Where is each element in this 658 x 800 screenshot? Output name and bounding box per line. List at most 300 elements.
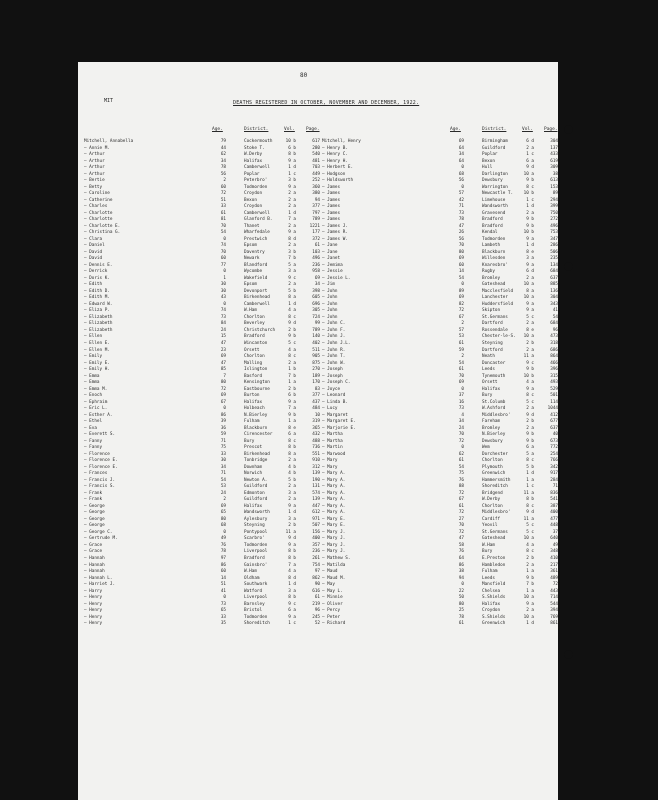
entry-vol: 6 b bbox=[288, 145, 296, 151]
entry-page: 61 bbox=[314, 595, 320, 601]
entry-page: 507 bbox=[312, 523, 320, 529]
entry-page: 789 bbox=[312, 327, 320, 333]
entry-name: — Mary A. bbox=[322, 510, 346, 516]
entry-district: Steyning bbox=[244, 523, 265, 529]
entry-page: 766 bbox=[550, 458, 558, 464]
entry-name: — Edward W. bbox=[84, 301, 113, 307]
entry-vol: 5 c bbox=[526, 314, 534, 320]
entry-district: Islington bbox=[244, 367, 268, 373]
entry-vol: 6 a bbox=[288, 608, 296, 614]
entry-district: Wakefield bbox=[244, 275, 268, 281]
entry-district: Cirencester bbox=[244, 432, 273, 438]
entry-page: 402 bbox=[312, 340, 320, 346]
entry-age: 86 bbox=[220, 562, 226, 568]
entry-district: Malling bbox=[244, 360, 263, 366]
entry-page: 684 bbox=[550, 269, 558, 275]
entry-name: — Emily H. bbox=[84, 367, 110, 373]
entry-page: 686 bbox=[550, 347, 558, 353]
entry-district: Stoke T. bbox=[244, 145, 265, 151]
entry-district: Hull bbox=[482, 165, 493, 171]
entry-vol: 10 a bbox=[523, 614, 534, 620]
entry-vol: 8 e bbox=[288, 425, 296, 431]
entry-district: Watford bbox=[244, 588, 263, 594]
entry-name: — Percy bbox=[322, 608, 341, 614]
entry-page: 769 bbox=[550, 614, 558, 620]
entry-district: Wycombe bbox=[244, 269, 263, 275]
entry-age: 56 bbox=[458, 178, 464, 184]
entry-name: — Janet bbox=[322, 256, 341, 262]
entry-district: Halifax bbox=[482, 386, 501, 392]
entry-name: — Ellen M. bbox=[84, 347, 110, 353]
page-header: Page. bbox=[544, 127, 558, 132]
entry-district: Dorchester bbox=[482, 451, 508, 457]
entry-district: Barnsley bbox=[244, 601, 265, 607]
entry-name: — Jane bbox=[322, 243, 338, 249]
entry-district: Newton A. bbox=[244, 477, 268, 483]
entry-district: Pontypool bbox=[244, 529, 268, 535]
entry-district: Leeds bbox=[482, 575, 495, 581]
entry-page: 52 bbox=[314, 621, 320, 627]
entry-page: 551 bbox=[312, 451, 320, 457]
entry-page: 136 bbox=[550, 288, 558, 294]
entry-age: 54 bbox=[220, 230, 226, 236]
district-header: District. bbox=[482, 127, 507, 132]
entry-name: — Richard bbox=[322, 621, 346, 627]
entry-vol: 3 a bbox=[526, 256, 534, 262]
entry-district: Kendal bbox=[482, 230, 498, 236]
entry-age: 34 bbox=[458, 419, 464, 425]
entry-district: Blackburn bbox=[244, 425, 268, 431]
entry-vol: 2 a bbox=[526, 210, 534, 216]
entry-district: Limehouse bbox=[482, 197, 506, 203]
entry-page: 103 bbox=[312, 249, 320, 255]
entry-name: — Martha bbox=[322, 438, 343, 444]
entry-district: W.Derby bbox=[244, 152, 263, 158]
entry-vol: 9 b bbox=[526, 575, 534, 581]
entry-page: 506 bbox=[550, 249, 558, 255]
entry-age: 4 bbox=[461, 412, 464, 418]
entry-vol: 5 a bbox=[526, 451, 534, 457]
entry-name: — Marwood bbox=[322, 451, 346, 457]
entry-vol: 2 b bbox=[288, 523, 296, 529]
entry-vol: 1 c bbox=[526, 152, 534, 158]
entry-name: — Emma bbox=[84, 373, 100, 379]
entry-vol: 1 c bbox=[526, 484, 534, 490]
entry-vol: 10 b bbox=[285, 139, 296, 144]
entry-name: — Everett S. bbox=[84, 432, 116, 438]
entry-age: 78 bbox=[458, 217, 464, 223]
page-header: Page. bbox=[306, 127, 320, 132]
entry-page: 511 bbox=[312, 347, 320, 353]
entry-name: — Emily E. bbox=[84, 360, 110, 366]
entry-age: 80 bbox=[458, 601, 464, 607]
entry-page: 449 bbox=[312, 171, 320, 177]
entry-page: 400 bbox=[550, 510, 558, 516]
entry-name: — John bbox=[322, 295, 338, 301]
entry-name: — Bertie bbox=[84, 178, 105, 184]
entry-page: 398 bbox=[312, 288, 320, 294]
entry-vol: 8 c bbox=[288, 354, 296, 360]
entry-age: 0 bbox=[223, 236, 226, 242]
entry-vol: 2 a bbox=[288, 360, 296, 366]
entry-page: 612 bbox=[312, 510, 320, 516]
entry-name: — Emma M. bbox=[84, 386, 108, 392]
entry-name: — Joseph C. bbox=[322, 380, 351, 386]
entry-district: St.Germans bbox=[482, 314, 508, 320]
entry-district: Wem bbox=[482, 445, 490, 451]
entry-page: 170 bbox=[312, 380, 320, 386]
entry-name: — Jane bbox=[322, 249, 338, 255]
entry-district: Neath bbox=[482, 354, 495, 360]
entry-vol: 8 c bbox=[526, 458, 534, 464]
entry-name: — Mary E. bbox=[322, 516, 346, 522]
entry-age: 97 bbox=[220, 556, 226, 561]
entry-age: 54 bbox=[220, 477, 226, 483]
entry-name: — Ellen bbox=[84, 334, 103, 340]
page-title: DEATHS REGISTERED IN OCTOBER, NOVEMBER AND DECEMBER, 1922. bbox=[233, 100, 420, 106]
entry-district: Greenwich bbox=[482, 471, 506, 477]
entry-page: 754 bbox=[312, 562, 320, 568]
entry-page: 529 bbox=[550, 386, 558, 392]
entry-name: — Hannah bbox=[84, 569, 105, 575]
entry-vol: 4 a bbox=[288, 308, 296, 314]
entry-age: 89 bbox=[458, 288, 464, 294]
entry-age: 2 bbox=[223, 497, 226, 503]
entry-vol: 10 a bbox=[523, 595, 534, 601]
entry-page: 360 bbox=[312, 184, 320, 190]
entry-district: Bexon bbox=[482, 158, 495, 164]
entry-age: 86 bbox=[220, 412, 226, 418]
entry-vol: 2 a bbox=[288, 497, 296, 503]
entry-page: 10 bbox=[314, 412, 320, 418]
entry-name: — Henry H. bbox=[322, 158, 348, 164]
entry-age: 85 bbox=[220, 367, 226, 373]
entry-vol: 8 a bbox=[288, 295, 296, 301]
entry-district: Todmorden bbox=[244, 614, 268, 620]
entry-district: Bury bbox=[482, 393, 493, 399]
entry-vol: 5 a bbox=[288, 262, 296, 268]
entry-district: Blandford bbox=[244, 262, 268, 268]
entry-vol: 8 c bbox=[288, 314, 296, 320]
entry-page: 315 bbox=[550, 373, 558, 379]
entry-name: — Derrick bbox=[84, 269, 108, 275]
entry-vol: 2 b bbox=[288, 386, 296, 392]
entry-age: 0 bbox=[461, 582, 464, 588]
entry-name: — Edith M. bbox=[84, 295, 110, 301]
entry-page: 319 bbox=[312, 419, 320, 425]
entry-vol: 9 d bbox=[526, 165, 534, 171]
entry-vol: 8 c bbox=[288, 438, 296, 444]
entry-name: — David bbox=[84, 256, 103, 262]
entry-vol: 2 a bbox=[288, 484, 296, 490]
entry-page: 861 bbox=[550, 621, 558, 627]
entry-age: 47 bbox=[220, 340, 226, 346]
entry-district: Halifax bbox=[482, 601, 501, 607]
entry-district: Holbeach bbox=[244, 406, 265, 412]
entry-page: 377 bbox=[312, 204, 320, 210]
entry-district: Hambledon bbox=[482, 562, 506, 568]
entry-district: Wincanton bbox=[244, 340, 268, 346]
entry-district: S.Shields bbox=[482, 614, 506, 620]
entry-vol: 7 b bbox=[526, 582, 534, 588]
entry-district: Wandsworth bbox=[244, 510, 270, 516]
entry-page: 96 bbox=[552, 327, 558, 333]
entry-district: Gainsbro' bbox=[244, 562, 268, 568]
entry-name: — John W. bbox=[322, 360, 346, 366]
entry-name: — Leonard bbox=[322, 393, 346, 399]
entry-district: Bristol bbox=[244, 608, 263, 614]
entry-vol: 9 d bbox=[288, 321, 296, 327]
entry-district: Gateshead bbox=[482, 282, 506, 288]
entry-page: 54 bbox=[552, 314, 558, 320]
entry-vol: 1 d bbox=[288, 165, 296, 171]
entry-page: 90 bbox=[314, 582, 320, 588]
entry-vol: 9 a bbox=[288, 542, 296, 548]
entry-age: 80 bbox=[220, 516, 226, 522]
entry-age: 70 bbox=[220, 249, 226, 255]
entry-vol: 1 d bbox=[288, 301, 296, 307]
entry-name: — Mathew S. bbox=[322, 556, 351, 561]
entry-age: 47 bbox=[220, 360, 226, 366]
entry-name: — George bbox=[84, 510, 105, 516]
entry-name: — John bbox=[322, 301, 338, 307]
entry-page: 99 bbox=[314, 321, 320, 327]
entry-vol: 11 a bbox=[285, 529, 296, 535]
entry-age: 0 bbox=[461, 282, 464, 288]
entry-name: — Maud bbox=[322, 569, 338, 575]
entry-vol: 8 c bbox=[526, 393, 534, 399]
entry-age: 71 bbox=[220, 471, 226, 477]
entry-district: Yeovil bbox=[482, 523, 498, 529]
entry-vol: 9 d bbox=[526, 412, 534, 418]
entry-page: 637 bbox=[550, 275, 558, 281]
entry-district: Dewsbury bbox=[482, 178, 503, 184]
entry-page: 236 bbox=[312, 549, 320, 555]
entry-district: Fareham bbox=[482, 419, 501, 425]
entry-vol: 2 a bbox=[526, 347, 534, 353]
entry-age: 15 bbox=[220, 334, 226, 340]
entry-age: 39 bbox=[220, 419, 226, 425]
entry-vol: 1 c bbox=[288, 171, 296, 177]
entry-district: Dewsbury bbox=[482, 438, 503, 444]
entry-district: Doncaster bbox=[482, 360, 506, 366]
entry-age: 59 bbox=[458, 347, 464, 353]
entry-name: — Frank bbox=[84, 497, 103, 503]
entry-page: 703 bbox=[312, 165, 320, 171]
entry-vol: 8 c bbox=[526, 503, 534, 509]
entry-page: 245 bbox=[312, 614, 320, 620]
entry-district: Middlesbro' bbox=[482, 510, 511, 516]
entry-age: 0 bbox=[461, 184, 464, 190]
entry-page: 261 bbox=[312, 556, 320, 561]
entry-age: 71 bbox=[458, 204, 464, 210]
entry-name: — John C. bbox=[322, 321, 346, 327]
entry-vol: 9 c bbox=[288, 275, 296, 281]
entry-page: 131 bbox=[312, 484, 320, 490]
entry-age: 78 bbox=[458, 614, 464, 620]
entry-name: — John bbox=[322, 288, 338, 294]
entry-district: Chester-le-S. bbox=[482, 334, 516, 340]
entry-page: 410 bbox=[550, 556, 558, 561]
entry-vol: 8 d bbox=[288, 236, 296, 242]
entry-page: 750 bbox=[550, 210, 558, 216]
entry-vol: 2 a bbox=[526, 425, 534, 431]
entry-age: 69 bbox=[458, 380, 464, 386]
entry-vol: 6 a bbox=[288, 432, 296, 438]
entry-name: — Betty bbox=[84, 184, 103, 190]
entry-district: Glanford B. bbox=[244, 217, 273, 223]
entry-vol: 10 a bbox=[523, 295, 534, 301]
entry-page: 640 bbox=[550, 536, 558, 542]
entry-page: 270 bbox=[312, 367, 320, 373]
entry-page: 37 bbox=[552, 529, 558, 535]
entry-district: Camberwell bbox=[244, 301, 270, 307]
entry-district: W.Ham bbox=[482, 542, 495, 548]
entry-age: 0 bbox=[461, 386, 464, 392]
entry-district: Shoreditch bbox=[244, 621, 270, 627]
entry-district: Croydon bbox=[244, 191, 263, 197]
entry-district: Tynemouth bbox=[482, 373, 506, 379]
entry-district: Bradford bbox=[244, 556, 265, 561]
entry-age: 74 bbox=[220, 243, 226, 249]
entry-page: 797 bbox=[312, 210, 320, 216]
entry-page: 94 bbox=[314, 197, 320, 203]
entry-age: 2 bbox=[461, 354, 464, 360]
entry-name: — Florence E. bbox=[84, 458, 118, 464]
entry-district: Camberwell bbox=[244, 165, 270, 171]
entry-name: — Linda B. bbox=[322, 399, 348, 405]
entry-page: 971 bbox=[312, 516, 320, 522]
entry-age: 53 bbox=[220, 484, 226, 490]
entry-vol: 4 a bbox=[288, 569, 296, 575]
entry-age: 54 bbox=[458, 275, 464, 281]
entry-age: 2 bbox=[461, 321, 464, 327]
entry-name: — Elizabeth bbox=[84, 321, 113, 327]
entry-age: 65 bbox=[220, 608, 226, 614]
entry-district: Shoreditch bbox=[482, 484, 508, 490]
entry-age: 60 bbox=[458, 262, 464, 268]
entry-page: 49 bbox=[552, 542, 558, 548]
entry-vol: 1 a bbox=[526, 588, 534, 594]
entry-district: Gravesend bbox=[482, 210, 506, 216]
entry-age: 70 bbox=[458, 373, 464, 379]
entry-vol: 10 b bbox=[523, 191, 534, 197]
entry-district: Dartford bbox=[482, 321, 503, 327]
entry-page: 380 bbox=[312, 191, 320, 197]
entry-vol: 10 b bbox=[523, 373, 534, 379]
entry-page: 400 bbox=[312, 536, 320, 542]
entry-page: 437 bbox=[312, 399, 320, 405]
entry-district: Liverpool bbox=[244, 595, 268, 601]
entry-page: 399 bbox=[550, 204, 558, 210]
entry-page: 347 bbox=[550, 236, 558, 242]
entry-name: — May L. bbox=[322, 588, 343, 594]
entry-name: — George bbox=[84, 523, 105, 529]
entry-vol: 3 a bbox=[288, 490, 296, 496]
entry-name: — Matilda bbox=[322, 562, 346, 568]
entry-district: Bury bbox=[482, 549, 493, 555]
entry-page: 394 bbox=[550, 608, 558, 614]
entry-vol: 4 b bbox=[288, 471, 296, 477]
entry-page: 493 bbox=[550, 380, 558, 386]
entry-vol: 9 b bbox=[526, 223, 534, 229]
entry-vol: 3 a bbox=[288, 516, 296, 522]
entry-age: 33 bbox=[220, 451, 226, 457]
entry-age: 80 bbox=[458, 249, 464, 255]
vol-header: Vol. bbox=[522, 127, 533, 132]
entry-page: 72 bbox=[552, 582, 558, 588]
entry-name: — Mary bbox=[322, 458, 338, 464]
entry-page: 190 bbox=[312, 477, 320, 483]
entry-district: Devonport bbox=[244, 288, 268, 294]
entry-district: Birkenhead bbox=[244, 295, 270, 301]
entry-district: Rugby bbox=[482, 269, 495, 275]
entry-page: 318 bbox=[550, 340, 558, 346]
entry-age: 75 bbox=[458, 471, 464, 477]
entry-age: 61 bbox=[458, 503, 464, 509]
entry-age: 72 bbox=[220, 191, 226, 197]
entry-age: 38 bbox=[458, 569, 464, 575]
entry-name: — Martin bbox=[322, 445, 343, 451]
entry-vol: 6 a bbox=[526, 445, 534, 451]
entry-name: — James bbox=[322, 217, 341, 223]
entry-vol: 9 d bbox=[526, 510, 534, 516]
entry-page: 137 bbox=[550, 145, 558, 151]
entry-vol: 9 c bbox=[526, 360, 534, 366]
entry-age: 47 bbox=[458, 536, 464, 542]
entry-name: — George bbox=[84, 516, 105, 522]
entry-vol: 6 b bbox=[288, 393, 296, 399]
entry-district: Lambeth bbox=[482, 243, 501, 249]
entry-name: — Maud M. bbox=[322, 575, 346, 581]
entry-age: 65 bbox=[220, 510, 226, 516]
entry-district: Orsett bbox=[482, 380, 498, 386]
entry-name: — Hannah L. bbox=[84, 575, 113, 581]
entry-age: 49 bbox=[220, 536, 226, 542]
entry-age: 47 bbox=[458, 223, 464, 229]
entry-district: Dartford bbox=[482, 347, 503, 353]
entry-age: 64 bbox=[458, 556, 464, 561]
entry-district: Oldham bbox=[244, 575, 260, 581]
entry-name: — Hannah bbox=[84, 562, 105, 568]
entry-district: Mansfield bbox=[482, 582, 506, 588]
entry-vol: 1 c bbox=[288, 621, 296, 627]
entry-age: 54 bbox=[458, 464, 464, 470]
entry-district: Lanchester bbox=[482, 295, 508, 301]
entry-page: 496 bbox=[550, 223, 558, 229]
entry-name: — Mary A. bbox=[322, 497, 346, 503]
entry-name: — Henry bbox=[84, 601, 103, 607]
entry-vol: 9 b bbox=[288, 412, 296, 418]
entry-age: 73 bbox=[220, 601, 226, 607]
entry-page: 34 bbox=[314, 282, 320, 288]
entry-vol: 5 c bbox=[526, 399, 534, 405]
entry-vol: 9 b bbox=[288, 334, 296, 340]
entry-district: Chorlton bbox=[482, 503, 503, 509]
entry-vol: 10 a bbox=[523, 536, 534, 542]
entry-age: 72 bbox=[458, 308, 464, 314]
entry-district: Daventry bbox=[244, 249, 265, 255]
entry-age: 67 bbox=[220, 399, 226, 405]
entry-page: 61 bbox=[314, 243, 320, 249]
entry-age: 42 bbox=[458, 197, 464, 203]
entry-age: 69 bbox=[220, 354, 226, 360]
entry-name: — Jessie L. bbox=[322, 275, 351, 281]
entry-district: Bradford bbox=[482, 217, 503, 223]
entry-name: — Grace bbox=[84, 542, 103, 548]
entry-district: Macclesfield bbox=[482, 288, 514, 294]
entry-age: 0 bbox=[223, 529, 226, 535]
